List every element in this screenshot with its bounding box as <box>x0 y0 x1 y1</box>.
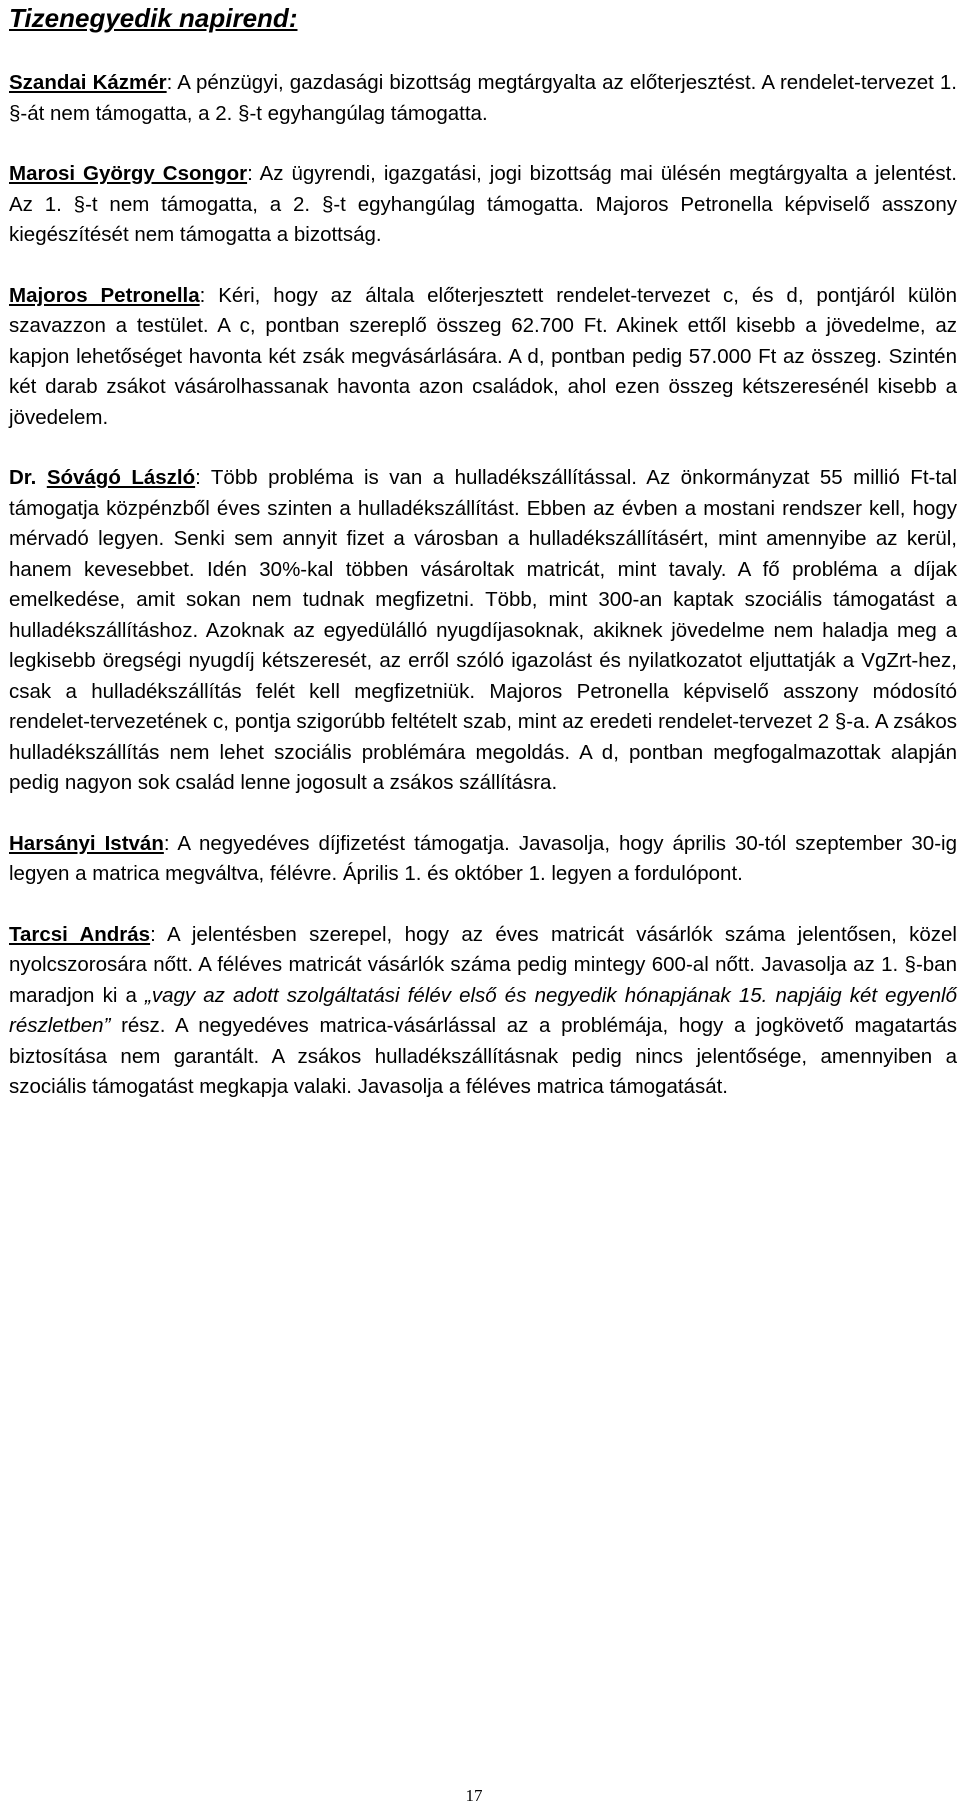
speaker-name: Tarcsi András <box>9 922 151 946</box>
quoted-text: „vagy az adott szolgáltatási félév első és negyedik hónapjának 15. napjáig két egyenlő részletben” <box>9 983 957 1037</box>
speaker-name: Szandai Kázmér <box>9 71 167 94</box>
statement-text: : A pénzügyi, gazdasági bizottság megtárgyalta az előterjesztést. A rendelet-tervezet 1. §-át nem támogatta, a 2. §-t egyhangúlag támogatta. <box>9 71 957 125</box>
speaker-title: Dr. <box>9 466 47 489</box>
statement-text: : A jelentésben szerepel, hogy az éves matricát vásárlók száma jelentősen, közel nyolcszorosára nőtt. A féléves matricát vásárlók száma pedig mintegy 600-al nőtt. Javasolja az 1. §-ban maradjon ki a <box>9 922 957 1007</box>
statement-paragraph-3 <box>9 281 957 434</box>
statement-text: : Kéri, hogy az általa előterjesztett rendelet-tervezet c, és d, pontjáról külön szavazzon a testület. A c, pontban szereplő összeg 62.700 Ft. Akinek ettől kisebb a jövedelme, az kapjon lehetőséget havonta két zsák megvásárlására. A d, pontban pedig 57.000 Ft az összeg. Szintén két darab zsákot vásárolhassanak havonta azon családok, ahol ezen összeg kétszeresénél kisebb a jövedelem. <box>9 283 957 429</box>
statement-paragraph-2 <box>9 159 957 251</box>
statement-paragraph-1 <box>9 68 957 129</box>
statement-text: : Több probléma is van a hulladékszállítással. Az önkormányzat 55 millió Ft-tal támogatja közpénzből éves szinten a hulladékszállítást. Ebben az évben a mostani rendszer kell, hogy mérvadó legyen. Senki sem annyit fizet a városban a hulladékszállításért, mint amennyibe az kerül, hanem kevesebbet. Idén 30%-kal többen vásároltak matricát, mint tavaly. A fő probléma a díjak emelkedése, amit sokan nem tudnak megfizetni. Több, mint 300-an kaptak szociális támogatást a hulladékszállításhoz. Azoknak az egyedülálló nyugdíjasoknak, akiknek jövedelme nem haladja meg a legkisebb öregségi nyugdíj kétszeresét, az erről szóló igazolást és nyilatkozatot eljuttatják a VgZrt-hez, csak a hulladékszállítás felét kell megfizetniük. Majoros Petronella képviselő asszony módosító rendelet-tervezetének c, pontja szigorúbb feltételt szab, mint az eredeti rendelet-tervezet 2 §-a. A zsákos hulladékszállítás nem lehet szociális problémára megoldás. A d, pontban megfogalmazottak alapján pedig nagyon sok család lenne jogosult a zsákos szállításra. <box>9 466 958 794</box>
page-number: 17 <box>465 1786 483 1805</box>
statement-text: : Az ügyrendi, igazgatási, jogi bizottság mai ülésén megtárgyalta a jelentést. Az 1. §-t nem támogatta, a 2. §-t egyhangúlag támogatta. Majoros Petronella képviselő asszony kiegészítését nem támogatta a bizottság. <box>9 162 958 246</box>
speaker-name: Sóvágó László <box>46 466 196 489</box>
speaker-name: Harsányi István <box>9 831 164 855</box>
agenda-heading: Tizenegyedik napirend: <box>9 3 298 33</box>
statement-paragraph-6 <box>9 920 957 1103</box>
speaker-name: Majoros Petronella <box>9 283 200 307</box>
speaker-name: Marosi György Csongor <box>9 162 248 185</box>
statement-text-end: rész. A negyedéves matrica-vásárlással az a problémája, hogy a jogkövető magatartás biztosítása nem garantált. A zsákos hulladékszállításnak pedig nincs jelentősége, amennyiben a szociális támogatást megkapja valaki. Javasolja a féléves matrica támogatását. <box>9 1014 957 1098</box>
statement-text: : A negyedéves díjfizetést támogatja. Javasolja, hogy április 30-tól szeptember 30-ig legyen a matrica megváltva, félévre. Április 1. és október 1. legyen a fordulópont. <box>9 831 957 885</box>
statement-paragraph-5 <box>9 829 957 890</box>
document-page <box>9 0 957 1103</box>
statement-paragraph-4 <box>9 463 957 799</box>
